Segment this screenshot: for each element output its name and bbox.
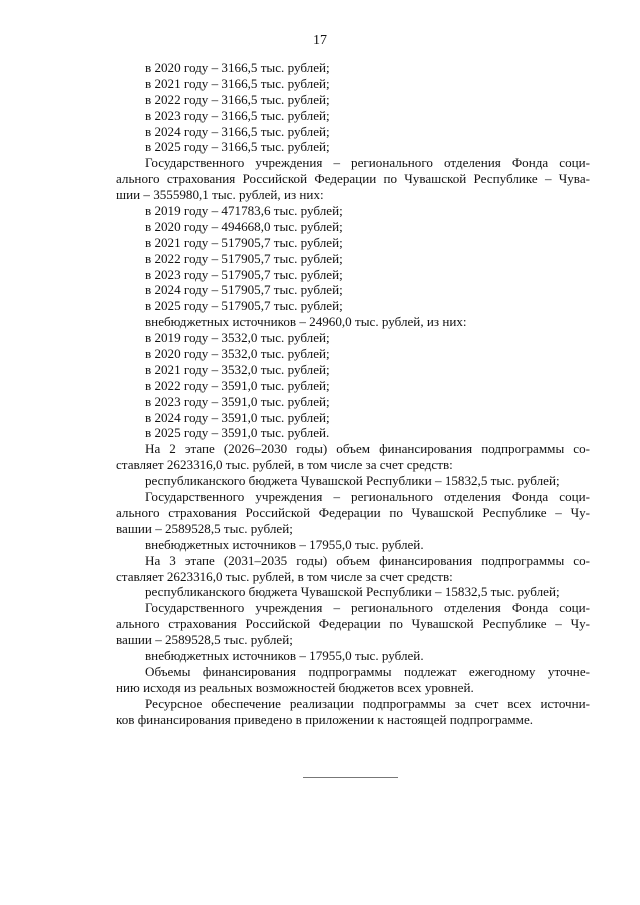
text-line: республиканского бюджета Чувашской Республики – 15832,5 тыс. рублей; (145, 473, 560, 489)
text-line: в 2020 году – 3532,0 тыс. рублей; (145, 346, 330, 362)
document-body (116, 60, 590, 727)
text-line: в 2023 году – 3166,5 тыс. рублей; (145, 107, 330, 123)
text-line: шии – 3555980,1 тыс. рублей, из них: (116, 187, 324, 203)
text-line: в 2023 году – 3591,0 тыс. рублей; (145, 393, 330, 409)
text-line: На 3 этапе (2031–2035 годы) объем финансирования подпрограммы со- (145, 552, 590, 568)
text-line: в 2025 году – 517905,7 тыс. рублей; (145, 298, 343, 314)
text-line: в 2020 году – 3166,5 тыс. рублей; (145, 60, 330, 75)
text-line: в 2019 году – 471783,6 тыс. рублей; (145, 203, 343, 219)
text-line: ставляет 2623316,0 тыс. рублей, в том числе за счет средств: (116, 568, 453, 584)
text-line: в 2022 году – 517905,7 тыс. рублей; (145, 250, 343, 266)
text-line: ального страхования Российской Федерации по Чувашской Республике – Чу- (116, 504, 590, 520)
text-line: в 2025 году – 3591,0 тыс. рублей. (145, 425, 330, 441)
text-line: ального страхования Российской Федерации по Чувашской Республике – Чу- (116, 616, 590, 632)
text-line: внебюджетных источников – 24960,0 тыс. рублей, из них: (145, 314, 467, 330)
text-line: в 2025 году – 3166,5 тыс. рублей; (145, 139, 330, 155)
text-line: в 2024 году – 3166,5 тыс. рублей; (145, 123, 330, 139)
text-line: в 2021 году – 3532,0 тыс. рублей; (145, 361, 330, 377)
text-line: ального страхования Российской Федерации по Чувашской Республике – Чува- (116, 171, 590, 187)
text-line: внебюджетных источников – 17955,0 тыс. рублей. (145, 647, 424, 663)
text-line: в 2021 году – 3166,5 тыс. рублей; (145, 75, 330, 91)
text-line: Ресурсное обеспечение реализации подпрограммы за счет всех источни- (145, 695, 590, 711)
text-line: в 2021 году – 517905,7 тыс. рублей; (145, 234, 343, 250)
text-line: ставляет 2623316,0 тыс. рублей, в том числе за счет средств: (116, 457, 453, 473)
text-line: ков финансирования приведено в приложении к настоящей подпрограмме. (116, 711, 534, 727)
text-line: в 2022 году – 3166,5 тыс. рублей; (145, 91, 330, 107)
text-line: Государственного учреждения – регионального отделения Фонда соци- (145, 489, 590, 505)
text-line: нию исходя из реальных возможностей бюджетов всех уровней. (116, 679, 474, 695)
text-line: Объемы финансирования подпрограммы подлежат ежегодному уточне- (145, 663, 590, 679)
text-line: в 2023 году – 517905,7 тыс. рублей; (145, 266, 343, 282)
text-line: республиканского бюджета Чувашской Республики – 15832,5 тыс. рублей; (145, 584, 560, 600)
text-line: На 2 этапе (2026–2030 годы) объем финансирования подпрограммы со- (145, 441, 590, 457)
text-line: внебюджетных источников – 17955,0 тыс. рублей. (145, 536, 424, 552)
page-number: 17 (313, 33, 327, 48)
text-line: Государственного учреждения – регионального отделения Фонда соци- (145, 155, 590, 171)
text-line: в 2019 году – 3532,0 тыс. рублей; (145, 330, 330, 346)
end-divider (303, 777, 398, 778)
text-line: вашии – 2589528,5 тыс. рублей; (116, 632, 293, 648)
text-line: Государственного учреждения – регионального отделения Фонда соци- (145, 600, 590, 616)
text-line: в 2020 году – 494668,0 тыс. рублей; (145, 218, 343, 234)
text-line: в 2024 году – 3591,0 тыс. рублей; (145, 409, 330, 425)
text-line: вашии – 2589528,5 тыс. рублей; (116, 520, 293, 536)
text-line: в 2022 году – 3591,0 тыс. рублей; (145, 377, 330, 393)
text-line: в 2024 году – 517905,7 тыс. рублей; (145, 282, 343, 298)
